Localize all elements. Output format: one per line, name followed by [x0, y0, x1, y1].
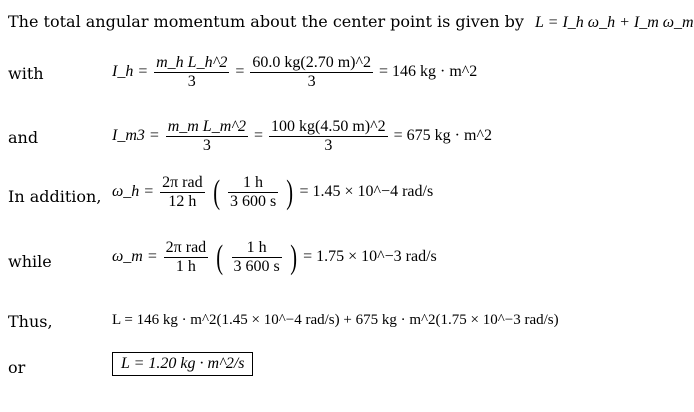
fraction-numerator: m_h L_h^2 [156, 54, 228, 71]
fraction-denominator: 3 [324, 137, 333, 154]
equation-moment-hour-hand: I_h = $\frac{\text{m\_h L\_h\textasciicircum{}2}}{3}$ = $\frac{60.0 kg(2.70 m)\^{}2}{3}$ = 146 kg · m^2 [112, 54, 478, 90]
fraction-denominator: 3 [202, 137, 211, 154]
label-or: or [8, 358, 26, 377]
fraction-numerator: 2π rad [165, 239, 207, 256]
equation-moment-minute-hand: I_m3 = $\frac{\text{m\_m L\_m\textasciicircum{}2}}{3}$ = $\frac{100 kg(4.50 m)\^{}2}{3}$ = 675 kg · m^2 [112, 118, 492, 154]
answer-box: L = 1.20 kg · m^2/s [112, 352, 253, 376]
label-and: and [8, 128, 39, 147]
equation-omega-minute-hand: ω_m = $\frac{\text{2π rad}}{1 h}$ ( $\frac{1 h}{3 600 s}$ ) = 1.75 × 10^−3 rad/s [112, 238, 437, 276]
label-while: while [8, 252, 52, 271]
eq-lhs: ω_m = [112, 248, 158, 266]
fraction-numerator: 60.0 kg(2.70 m)^2 [252, 54, 371, 71]
eq-lhs: I_m3 = [112, 127, 160, 145]
fraction-denominator: 12 h [168, 193, 197, 210]
eq-lhs: I_h = [112, 63, 149, 81]
label-in-addition: In addition, [8, 187, 102, 206]
label-thus: Thus, [8, 312, 53, 331]
fraction-numeric [269, 118, 388, 155]
fraction-denominator: 1 h [175, 258, 196, 275]
eq-result: = 1.75 × 10^−3 rad/s [303, 248, 437, 266]
fraction-numerator: 100 kg(4.50 m)^2 [271, 118, 386, 135]
fraction-denominator: 3 [307, 73, 316, 90]
fraction-numerator: 1 h [232, 239, 282, 258]
fraction-numeric [250, 54, 373, 91]
eq-result: = 146 kg · m^2 [378, 63, 478, 81]
intro-text: The total angular momentum about the center point is given by [8, 12, 524, 31]
fraction-symbolic [166, 118, 248, 155]
intro-line [8, 12, 694, 32]
eq-result: = 675 kg · m^2 [393, 127, 492, 145]
equation-omega-hour-hand: ω_h = $\frac{\text{2π rad}}{12 h}$ ( $\frac{1 h}{3 600 s}$ ) = 1.45 × 10^−4 rad/s [112, 173, 434, 211]
fraction-angle [160, 174, 205, 211]
eq-result: = 1.45 × 10^−4 rad/s [299, 183, 434, 201]
fraction-numerator: m_m L_m^2 [167, 118, 246, 135]
eq-lhs: ω_h = [112, 183, 155, 201]
fraction-conversion [232, 239, 282, 276]
label-with: with [8, 64, 44, 83]
fraction-symbolic [154, 54, 229, 91]
fraction-numerator: 1 h [228, 174, 278, 193]
equation-total-momentum: L = 146 kg · m^2(1.45 × 10^−4 rad/s) + 675 kg · m^2(1.75 × 10^−3 rad/s) [112, 312, 559, 328]
fraction-denominator: 3 [187, 73, 196, 90]
fraction-denominator: 3 600 s [229, 193, 277, 210]
fraction-numerator: 2π rad [162, 174, 203, 191]
fraction-denominator: 3 600 s [233, 258, 280, 275]
fraction-conversion [228, 174, 278, 211]
intro-formula: L = I_h ω_h + I_m ω_m [535, 14, 694, 31]
final-answer [112, 352, 253, 376]
fraction-angle [164, 239, 209, 276]
